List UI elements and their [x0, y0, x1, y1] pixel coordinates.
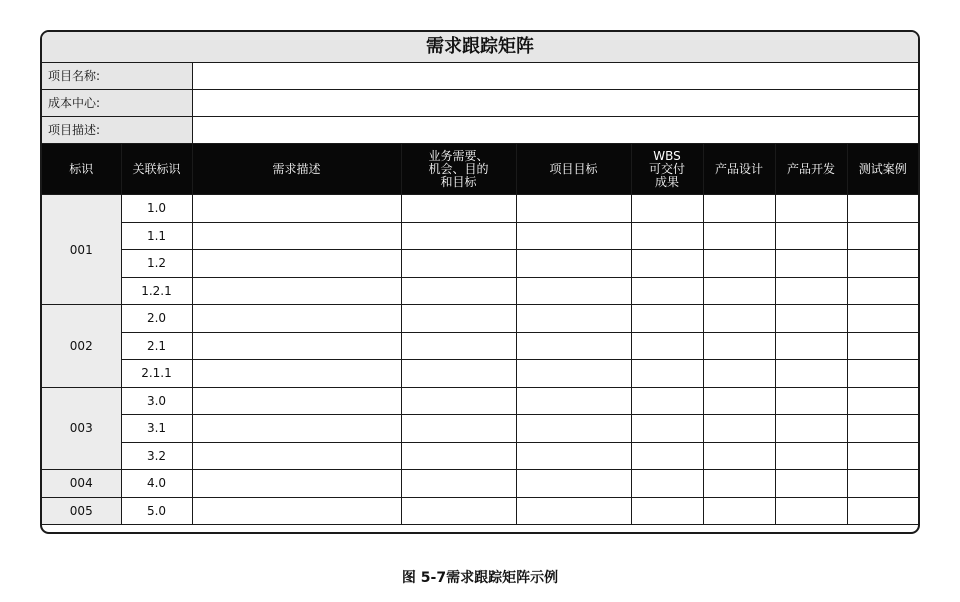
table-row — [42, 222, 918, 250]
matrix-cell-col-requirement-desc[interactable] — [192, 195, 401, 223]
matrix-cell-col-product-dev[interactable] — [775, 387, 847, 415]
matrix-cell-col-requirement-desc[interactable] — [192, 332, 401, 360]
matrix-cell-col-product-dev[interactable] — [775, 442, 847, 470]
table-row — [42, 277, 918, 305]
related-id-cell: 2.1 — [121, 332, 192, 360]
matrix-cell-col-product-design[interactable] — [703, 332, 775, 360]
matrix-cell-col-product-design[interactable] — [703, 195, 775, 223]
matrix-cell-col-product-dev[interactable] — [775, 497, 847, 525]
requirement-id-cell: 001 — [42, 195, 121, 305]
matrix-cell-col-requirement-desc[interactable] — [192, 442, 401, 470]
matrix-cell-col-product-design[interactable] — [703, 360, 775, 388]
matrix-cell-col-requirement-desc[interactable] — [192, 360, 401, 388]
matrix-cell-col-project-goal[interactable] — [516, 470, 631, 498]
matrix-cell-col-business-needs[interactable] — [401, 305, 516, 333]
matrix-cell-col-business-needs[interactable] — [401, 250, 516, 278]
matrix-cell-col-product-design[interactable] — [703, 222, 775, 250]
figure-caption: 图 5-7需求跟踪矩阵示例 — [401, 570, 559, 586]
matrix-cell-col-wbs-deliverable[interactable] — [631, 387, 703, 415]
matrix-cell-col-wbs-deliverable[interactable] — [631, 470, 703, 498]
requirements-matrix-table — [42, 32, 918, 525]
matrix-cell-col-requirement-desc[interactable] — [192, 250, 401, 278]
matrix-cell-col-wbs-deliverable[interactable] — [631, 415, 703, 443]
matrix-cell-col-requirement-desc[interactable] — [192, 277, 401, 305]
matrix-cell-col-project-goal[interactable] — [516, 332, 631, 360]
column-header-col-test-case: 测试案例 — [847, 144, 918, 195]
table-row — [42, 360, 918, 388]
matrix-cell-col-requirement-desc[interactable] — [192, 415, 401, 443]
table-row — [42, 415, 918, 443]
related-id-cell: 1.2 — [121, 250, 192, 278]
related-id-cell: 4.0 — [121, 470, 192, 498]
matrix-cell-col-product-design[interactable] — [703, 470, 775, 498]
matrix-cell-col-product-design[interactable] — [703, 497, 775, 525]
matrix-cell-col-wbs-deliverable[interactable] — [631, 250, 703, 278]
matrix-cell-col-product-dev[interactable] — [775, 415, 847, 443]
meta-label-project-description: 项目描述: — [42, 117, 192, 144]
related-id-cell: 3.0 — [121, 387, 192, 415]
matrix-cell-col-test-case[interactable] — [847, 470, 918, 498]
matrix-cell-col-business-needs[interactable] — [401, 195, 516, 223]
column-header-col-id: 标识 — [42, 144, 121, 195]
matrix-cell-col-project-goal[interactable] — [516, 415, 631, 443]
matrix-cell-col-project-goal[interactable] — [516, 442, 631, 470]
meta-field-cost-center[interactable] — [192, 90, 918, 117]
matrix-cell-col-test-case[interactable] — [847, 360, 918, 388]
meta-label-cost-center: 成本中心: — [42, 90, 192, 117]
related-id-cell: 5.0 — [121, 497, 192, 525]
matrix-cell-col-test-case[interactable] — [847, 387, 918, 415]
matrix-cell-col-test-case[interactable] — [847, 250, 918, 278]
matrix-cell-col-project-goal[interactable] — [516, 250, 631, 278]
matrix-cell-col-project-goal[interactable] — [516, 195, 631, 223]
matrix-cell-col-test-case[interactable] — [847, 195, 918, 223]
column-header-col-product-design: 产品设计 — [703, 144, 775, 195]
requirement-id-cell: 004 — [42, 470, 121, 498]
requirement-id-cell: 003 — [42, 387, 121, 470]
matrix-cell-col-product-dev[interactable] — [775, 222, 847, 250]
column-header-col-wbs-deliverable: WBS 可交付 成果 — [631, 144, 703, 195]
matrix-cell-col-business-needs[interactable] — [401, 415, 516, 443]
matrix-cell-col-business-needs[interactable] — [401, 360, 516, 388]
matrix-cell-col-requirement-desc[interactable] — [192, 497, 401, 525]
matrix-cell-col-product-design[interactable] — [703, 250, 775, 278]
matrix-cell-col-wbs-deliverable[interactable] — [631, 195, 703, 223]
requirement-id-cell: 005 — [42, 497, 121, 525]
matrix-cell-col-product-design[interactable] — [703, 442, 775, 470]
table-row — [42, 305, 918, 333]
related-id-cell: 1.0 — [121, 195, 192, 223]
matrix-cell-col-business-needs[interactable] — [401, 497, 516, 525]
matrix-cell-col-wbs-deliverable[interactable] — [631, 277, 703, 305]
matrix-cell-col-requirement-desc[interactable] — [192, 387, 401, 415]
related-id-cell: 2.0 — [121, 305, 192, 333]
meta-field-project-description[interactable] — [192, 117, 918, 144]
matrix-cell-col-product-dev[interactable] — [775, 470, 847, 498]
matrix-cell-col-wbs-deliverable[interactable] — [631, 497, 703, 525]
matrix-cell-col-wbs-deliverable[interactable] — [631, 222, 703, 250]
table-row — [42, 250, 918, 278]
meta-field-project-name[interactable] — [192, 63, 918, 90]
matrix-cell-col-requirement-desc[interactable] — [192, 305, 401, 333]
matrix-cell-col-project-goal[interactable] — [516, 387, 631, 415]
matrix-cell-col-business-needs[interactable] — [401, 332, 516, 360]
table-row — [42, 387, 918, 415]
matrix-cell-col-wbs-deliverable[interactable] — [631, 332, 703, 360]
matrix-cell-col-project-goal[interactable] — [516, 305, 631, 333]
column-header-col-product-dev: 产品开发 — [775, 144, 847, 195]
matrix-cell-col-product-dev[interactable] — [775, 360, 847, 388]
related-id-cell: 1.2.1 — [121, 277, 192, 305]
matrix-cell-col-test-case[interactable] — [847, 332, 918, 360]
table-row — [42, 497, 918, 525]
column-header-row — [42, 144, 918, 195]
matrix-cell-col-test-case[interactable] — [847, 277, 918, 305]
matrix-cell-col-wbs-deliverable[interactable] — [631, 305, 703, 333]
column-header-col-project-goal: 项目目标 — [516, 144, 631, 195]
matrix-title: 需求跟踪矩阵 — [42, 32, 918, 63]
requirement-id-cell: 002 — [42, 305, 121, 388]
table-row — [42, 195, 918, 223]
matrix-cell-col-project-goal[interactable] — [516, 497, 631, 525]
related-id-cell: 3.1 — [121, 415, 192, 443]
matrix-cell-col-product-dev[interactable] — [775, 305, 847, 333]
matrix-cell-col-project-goal[interactable] — [516, 277, 631, 305]
table-row — [42, 442, 918, 470]
matrix-cell-col-wbs-deliverable[interactable] — [631, 360, 703, 388]
matrix-cell-col-business-needs[interactable] — [401, 442, 516, 470]
matrix-cell-col-product-dev[interactable] — [775, 277, 847, 305]
table-row — [42, 470, 918, 498]
column-header-col-related-id: 关联标识 — [121, 144, 192, 195]
related-id-cell: 3.2 — [121, 442, 192, 470]
related-id-cell: 1.1 — [121, 222, 192, 250]
table-row — [42, 332, 918, 360]
related-id-cell: 2.1.1 — [121, 360, 192, 388]
matrix-cell-col-product-dev[interactable] — [775, 250, 847, 278]
requirements-matrix-frame — [40, 30, 920, 534]
matrix-cell-col-product-dev[interactable] — [775, 195, 847, 223]
matrix-cell-col-product-design[interactable] — [703, 415, 775, 443]
matrix-cell-col-wbs-deliverable[interactable] — [631, 442, 703, 470]
matrix-cell-col-product-design[interactable] — [703, 305, 775, 333]
matrix-cell-col-product-dev[interactable] — [775, 332, 847, 360]
matrix-cell-col-business-needs[interactable] — [401, 470, 516, 498]
meta-label-project-name: 项目名称: — [42, 63, 192, 90]
matrix-cell-col-requirement-desc[interactable] — [192, 222, 401, 250]
matrix-cell-col-test-case[interactable] — [847, 222, 918, 250]
matrix-cell-col-business-needs[interactable] — [401, 277, 516, 305]
matrix-cell-col-test-case[interactable] — [847, 415, 918, 443]
matrix-cell-col-project-goal[interactable] — [516, 222, 631, 250]
matrix-cell-col-product-design[interactable] — [703, 277, 775, 305]
matrix-cell-col-test-case[interactable] — [847, 305, 918, 333]
matrix-cell-col-business-needs[interactable] — [401, 387, 516, 415]
matrix-cell-col-business-needs[interactable] — [401, 222, 516, 250]
matrix-cell-col-test-case[interactable] — [847, 442, 918, 470]
column-header-col-business-needs: 业务需要、 机会、目的 和目标 — [401, 144, 516, 195]
column-header-col-requirement-desc: 需求描述 — [192, 144, 401, 195]
matrix-cell-col-test-case[interactable] — [847, 497, 918, 525]
matrix-cell-col-requirement-desc[interactable] — [192, 470, 401, 498]
matrix-cell-col-product-design[interactable] — [703, 387, 775, 415]
matrix-cell-col-project-goal[interactable] — [516, 360, 631, 388]
